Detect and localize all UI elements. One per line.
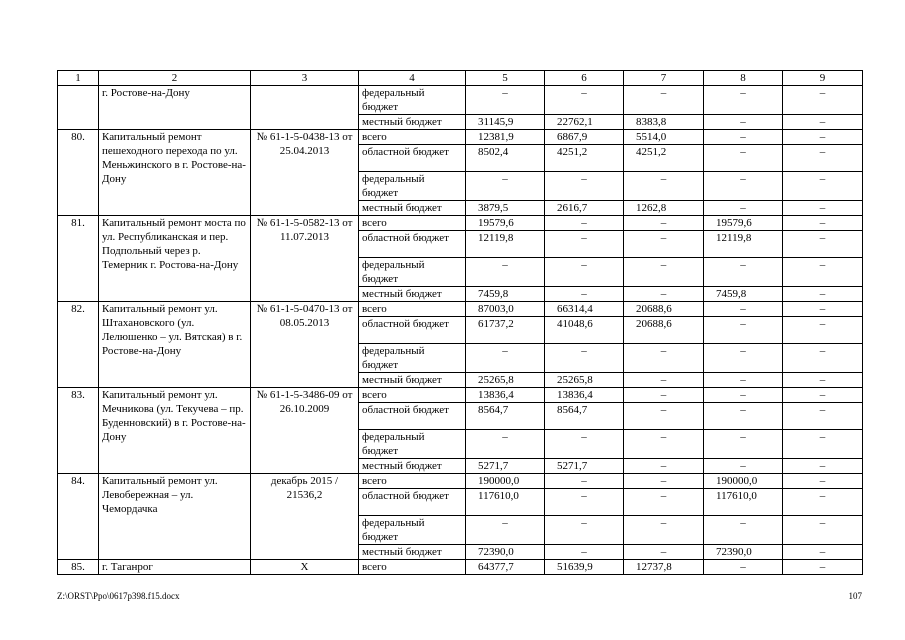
header-cell: 1 xyxy=(58,71,99,86)
amount-cell: – xyxy=(624,459,704,474)
funding-source: всего xyxy=(359,302,466,317)
amount-cell: – xyxy=(624,216,704,231)
amount-cell: – xyxy=(783,489,863,516)
amount-cell: – xyxy=(545,258,624,287)
amount-cell: 13836,4 xyxy=(466,388,545,403)
funding-source: местный бюджет xyxy=(359,115,466,130)
amount-cell: 8383,8 xyxy=(624,115,704,130)
funding-source: всего xyxy=(359,474,466,489)
amount-cell: – xyxy=(624,430,704,459)
amount-cell: 2616,7 xyxy=(545,201,624,216)
funding-source: местный бюджет xyxy=(359,459,466,474)
amount-cell: 19579,6 xyxy=(466,216,545,231)
amount-cell: 8502,4 xyxy=(466,145,545,172)
amount-cell: – xyxy=(783,130,863,145)
file-path: Z:\ORST\Ppo\0617p398.f15.docx xyxy=(57,591,180,601)
funding-source: всего xyxy=(359,216,466,231)
amount-cell: 190000,0 xyxy=(466,474,545,489)
table-row xyxy=(58,560,863,575)
funding-source: федеральный бюджет xyxy=(359,172,466,201)
amount-cell: – xyxy=(624,172,704,201)
item-number: 85. xyxy=(58,560,99,575)
amount-cell: – xyxy=(466,258,545,287)
amount-cell: – xyxy=(704,388,783,403)
table-row xyxy=(58,86,863,115)
amount-cell: – xyxy=(545,489,624,516)
amount-cell: 61737,2 xyxy=(466,317,545,344)
amount-cell: – xyxy=(624,287,704,302)
header-cell: 8 xyxy=(704,71,783,86)
funding-source: федеральный бюджет xyxy=(359,258,466,287)
amount-cell: – xyxy=(624,516,704,545)
amount-cell: 12737,8 xyxy=(624,560,704,575)
object-name: г. Ростове-на-Дону xyxy=(99,86,251,130)
funding-source: областной бюджет xyxy=(359,231,466,258)
amount-cell: 190000,0 xyxy=(704,474,783,489)
object-name: Капитальный ремонт ул. Штахановского (ул. Лелюшенко – ул. Вятская) в г. Ростове-на-Дону xyxy=(99,302,251,388)
header-cell: 5 xyxy=(466,71,545,86)
table-row xyxy=(58,302,863,317)
amount-cell: 117610,0 xyxy=(466,489,545,516)
amount-cell: 8564,7 xyxy=(466,403,545,430)
amount-cell: 1262,8 xyxy=(624,201,704,216)
amount-cell: – xyxy=(704,373,783,388)
object-name: Капитальный ремонт ул. Мечникова (ул. Текучева – пр. Буденновский) в г. Ростове-на-Дону xyxy=(99,388,251,474)
amount-cell: – xyxy=(783,317,863,344)
funding-source: местный бюджет xyxy=(359,201,466,216)
amount-cell: – xyxy=(704,258,783,287)
item-number: 80. xyxy=(58,130,99,216)
object-name: Капитальный ремонт ул. Левобережная – ул. Чемордачка xyxy=(99,474,251,560)
amount-cell: – xyxy=(545,172,624,201)
amount-cell: 13836,4 xyxy=(545,388,624,403)
object-name: Капитальный ремонт моста по ул. Республиканская и пер. Подпольный через р. Темерник г. Ростова-на-Дону xyxy=(99,216,251,302)
expertise-reference: № 61-1-5-0470-13 от 08.05.2013 xyxy=(251,302,359,388)
amount-cell: – xyxy=(624,545,704,560)
amount-cell: – xyxy=(545,231,624,258)
item-number xyxy=(58,86,99,130)
amount-cell: – xyxy=(783,216,863,231)
funding-source: федеральный бюджет xyxy=(359,86,466,115)
amount-cell: – xyxy=(624,344,704,373)
funding-source: местный бюджет xyxy=(359,545,466,560)
amount-cell: – xyxy=(545,474,624,489)
item-number: 81. xyxy=(58,216,99,302)
amount-cell: – xyxy=(545,344,624,373)
object-name: г. Таганрог xyxy=(99,560,251,575)
amount-cell: 66314,4 xyxy=(545,302,624,317)
amount-cell: – xyxy=(704,560,783,575)
amount-cell: 31145,9 xyxy=(466,115,545,130)
amount-cell: – xyxy=(466,86,545,115)
header-cell: 3 xyxy=(251,71,359,86)
amount-cell: 22762,1 xyxy=(545,115,624,130)
item-number: 84. xyxy=(58,474,99,560)
amount-cell: – xyxy=(704,459,783,474)
amount-cell: 51639,9 xyxy=(545,560,624,575)
amount-cell: – xyxy=(466,430,545,459)
amount-cell: 5271,7 xyxy=(466,459,545,474)
header-cell: 6 xyxy=(545,71,624,86)
amount-cell: – xyxy=(783,231,863,258)
amount-cell: – xyxy=(704,516,783,545)
header-cell: 7 xyxy=(624,71,704,86)
amount-cell: – xyxy=(624,373,704,388)
amount-cell: – xyxy=(545,216,624,231)
table-row xyxy=(58,216,863,231)
amount-cell: 41048,6 xyxy=(545,317,624,344)
funding-source: федеральный бюджет xyxy=(359,516,466,545)
amount-cell: – xyxy=(783,115,863,130)
amount-cell: – xyxy=(783,560,863,575)
amount-cell: 4251,2 xyxy=(545,145,624,172)
expertise-reference: № 61-1-5-0438-13 от 25.04.2013 xyxy=(251,130,359,216)
amount-cell: – xyxy=(545,287,624,302)
funding-source: областной бюджет xyxy=(359,403,466,430)
amount-cell: – xyxy=(783,373,863,388)
amount-cell: – xyxy=(545,545,624,560)
amount-cell: 5271,7 xyxy=(545,459,624,474)
amount-cell: – xyxy=(783,388,863,403)
funding-source: всего xyxy=(359,388,466,403)
amount-cell: – xyxy=(624,231,704,258)
amount-cell: – xyxy=(545,516,624,545)
amount-cell: – xyxy=(545,86,624,115)
amount-cell: 72390,0 xyxy=(466,545,545,560)
amount-cell: – xyxy=(783,172,863,201)
amount-cell: – xyxy=(704,145,783,172)
expertise-reference: Х xyxy=(251,560,359,575)
amount-cell: – xyxy=(783,201,863,216)
amount-cell: – xyxy=(783,459,863,474)
funding-source: федеральный бюджет xyxy=(359,430,466,459)
budget-table-page xyxy=(57,70,862,575)
item-number: 82. xyxy=(58,302,99,388)
amount-cell: – xyxy=(783,86,863,115)
amount-cell: – xyxy=(624,86,704,115)
amount-cell: 25265,8 xyxy=(545,373,624,388)
amount-cell: – xyxy=(783,258,863,287)
funding-source: местный бюджет xyxy=(359,373,466,388)
amount-cell: 12119,8 xyxy=(704,231,783,258)
table-row xyxy=(58,474,863,489)
amount-cell: – xyxy=(545,430,624,459)
funding-source: областной бюджет xyxy=(359,317,466,344)
header-cell: 9 xyxy=(783,71,863,86)
amount-cell: – xyxy=(704,86,783,115)
amount-cell: – xyxy=(704,201,783,216)
header-row xyxy=(58,71,863,86)
amount-cell: – xyxy=(783,474,863,489)
amount-cell: – xyxy=(783,302,863,317)
amount-cell: – xyxy=(783,516,863,545)
amount-cell: 7459,8 xyxy=(466,287,545,302)
amount-cell: 117610,0 xyxy=(704,489,783,516)
amount-cell: – xyxy=(624,258,704,287)
amount-cell: 7459,8 xyxy=(704,287,783,302)
amount-cell: – xyxy=(704,302,783,317)
table-body xyxy=(58,71,863,575)
amount-cell: – xyxy=(704,172,783,201)
amount-cell: 4251,2 xyxy=(624,145,704,172)
table-row xyxy=(58,130,863,145)
amount-cell: – xyxy=(704,130,783,145)
amount-cell: 6867,9 xyxy=(545,130,624,145)
amount-cell: 12381,9 xyxy=(466,130,545,145)
budget-table xyxy=(57,70,863,575)
funding-source: областной бюджет xyxy=(359,145,466,172)
item-number: 83. xyxy=(58,388,99,474)
funding-source: всего xyxy=(359,560,466,575)
amount-cell: – xyxy=(624,474,704,489)
funding-source: областной бюджет xyxy=(359,489,466,516)
amount-cell: – xyxy=(783,344,863,373)
table-row xyxy=(58,388,863,403)
amount-cell: 72390,0 xyxy=(704,545,783,560)
amount-cell: 87003,0 xyxy=(466,302,545,317)
expertise-reference: № 61-1-5-3486-09 от 26.10.2009 xyxy=(251,388,359,474)
amount-cell: – xyxy=(783,403,863,430)
funding-source: всего xyxy=(359,130,466,145)
amount-cell: 5514,0 xyxy=(624,130,704,145)
expertise-reference: № 61-1-5-0582-13 от 11.07.2013 xyxy=(251,216,359,302)
amount-cell: – xyxy=(704,317,783,344)
amount-cell: – xyxy=(624,403,704,430)
amount-cell: – xyxy=(624,489,704,516)
amount-cell: – xyxy=(704,430,783,459)
header-cell: 4 xyxy=(359,71,466,86)
amount-cell: – xyxy=(704,115,783,130)
amount-cell: 12119,8 xyxy=(466,231,545,258)
amount-cell: – xyxy=(466,516,545,545)
amount-cell: – xyxy=(783,287,863,302)
page-number: 107 xyxy=(848,591,862,601)
funding-source: федеральный бюджет xyxy=(359,344,466,373)
amount-cell: 8564,7 xyxy=(545,403,624,430)
amount-cell: 20688,6 xyxy=(624,317,704,344)
amount-cell: 64377,7 xyxy=(466,560,545,575)
amount-cell: – xyxy=(704,403,783,430)
amount-cell: 20688,6 xyxy=(624,302,704,317)
expertise-reference: декабрь 2015 / 21536,2 xyxy=(251,474,359,560)
amount-cell: – xyxy=(704,344,783,373)
funding-source: местный бюджет xyxy=(359,287,466,302)
object-name: Капитальный ремонт пешеходного перехода по ул. Меньжинского в г. Ростове-на-Дону xyxy=(99,130,251,216)
expertise-reference xyxy=(251,86,359,130)
amount-cell: – xyxy=(466,344,545,373)
amount-cell: – xyxy=(783,545,863,560)
amount-cell: – xyxy=(783,430,863,459)
amount-cell: – xyxy=(624,388,704,403)
amount-cell: 25265,8 xyxy=(466,373,545,388)
amount-cell: – xyxy=(466,172,545,201)
amount-cell: – xyxy=(783,145,863,172)
amount-cell: 19579,6 xyxy=(704,216,783,231)
amount-cell: 3879,5 xyxy=(466,201,545,216)
header-cell: 2 xyxy=(99,71,251,86)
